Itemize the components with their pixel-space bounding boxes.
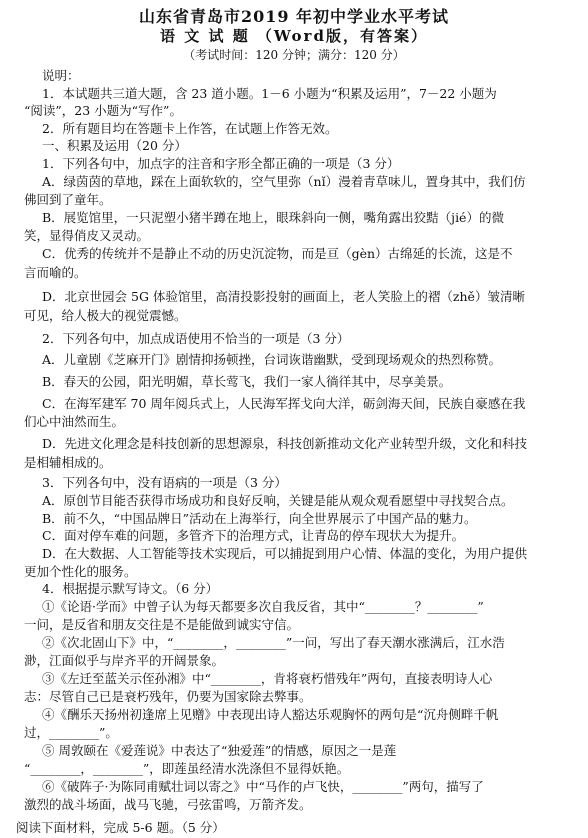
- q2-option-a: A．儿童剧《芝麻开门》剧情抑扬顿挫，台词诙谐幽默，受到现场观众的热烈称赞。: [42, 352, 502, 367]
- instruction-2: 2．所有题目均在答题卡上作答，在试题上作答无效。: [42, 121, 338, 136]
- q2-option-c-line-1: C．在海军建军 70 周年阅兵式上，人民海军挥戈向大洋，砺剑海天间，民族自豪感在我: [42, 396, 526, 411]
- q4-item-6-line-1: ⑥《破阵子·为陈同甫赋壮词以寄之》中“马作的卢飞快，________”两句，描写了: [42, 779, 484, 794]
- q2-option-c-line-2: 们心中油然而生。: [24, 414, 125, 429]
- q4-item-4-line-1: ④《酬乐天扬州初逢席上见赠》中表现出诗人豁达乐观胸怀的两句是“沉舟侧畔千帆: [42, 707, 499, 722]
- instruction-1-line-1: 1．本试题共三道大题，含 23 道小题。1－6 小题为“积累及运用”，7－22 小题为: [42, 86, 497, 101]
- q4-item-5-line-2: “________，________”，即莲虽经清水洗涤但不显得妖艳。: [24, 761, 350, 776]
- q4-item-2-line-1: ②《次北固山下》中，“________，________”一问，写出了春天潮水涨满后，江水浩: [42, 635, 505, 650]
- q1-option-d-line-2: 可见，给人极大的视觉震憾。: [24, 308, 187, 323]
- instructions-heading: 说明：: [42, 68, 80, 83]
- q1-stem: 1．下列各句中，加点字的注音和字形全都正确的一项是（3 分）: [42, 156, 400, 171]
- exam-subtitle: 语 文 试 题 （Word版，有答案）: [160, 27, 428, 45]
- q3-option-a: A．原创节目能否获得市场成功和良好反响，关键是能从观众观看愿望中寻找契合点。: [42, 493, 514, 508]
- q4-item-2-line-2: 渺，江面似乎与岸齐平的开阔景象。: [24, 653, 225, 668]
- q4-item-6-line-2: 激烈的战斗场面，战马飞驰，弓弦雷鸣，万箭齐发。: [24, 797, 312, 812]
- q4-item-1-line-2: 一问，是反省和朋友交往是不是能做到诚实守信。: [24, 617, 300, 632]
- q1-option-c-line-1: C．优秀的传统并不是静止不动的历史沉淀物，而是亘（gèn）古绵延的长流，这是不: [42, 246, 513, 261]
- q1-option-d-line-1: D．北京世园会 5G 体验馆里，高清投影投射的画面上，老人笑脸上的褶（zhě）皱清晰: [42, 289, 525, 304]
- q4-item-4-line-2: 过，________”。: [24, 725, 118, 740]
- q2-option-d-line-2: 是相辅相成的。: [24, 455, 112, 470]
- q2-option-d-line-1: D．先进文化理念是科技创新的思想源泉，科技创新推动文化产业转型升级，文化和科技: [42, 436, 528, 451]
- q2-stem: 2．下列各句中，加点成语使用不恰当的一项是（3 分）: [42, 331, 350, 346]
- q4-item-5-line-1: ⑤ 周敦颐在《爱莲说》中表达了“独爱莲”的情感，原因之一是莲: [42, 743, 397, 758]
- q2-option-b: B．春天的公园，阳光明媚，草长莺飞，我们一家人徜徉其中，尽享美景。: [42, 374, 452, 389]
- q1-option-a-line-2: 佛回到了童年。: [24, 192, 112, 207]
- q1-option-c-line-2: 言而喻的。: [24, 265, 87, 280]
- q3-option-d-line-2: 更加个性化的服务。: [24, 564, 137, 579]
- q1-option-b-line-2: 笑，显得俏皮又灵动。: [24, 228, 150, 243]
- q1-option-a-line-1: A．绿茵茵的草地，踩在上面软软的，空气里弥（nǐ）漫着青草味儿，置身其中，我们仿: [42, 174, 526, 189]
- instruction-1-line-2: “阅读”，23 小题为“写作”。: [24, 103, 182, 118]
- q3-option-c: C．面对停车难的问题，多管齐下的治理方式，让青岛的停车现状大为提升。: [42, 528, 465, 543]
- q4-stem: 4．根据提示默写诗文。（6 分）: [42, 581, 219, 596]
- q3-option-d-line-1: D．在大数据、人工智能等技术实现后，可以捕捉到用户心情、体温的变化，为用户提供: [42, 546, 528, 561]
- exam-title: 山东省青岛市2019 年初中学业水平考试: [138, 7, 450, 26]
- q1-option-b-line-1: B．展览馆里，一只泥塑小猪半蹲在地上，眼珠斜向一侧，嘴角露出狡黠（jié）的微: [42, 210, 504, 225]
- q4-item-3-line-2: 志：尽管自己已是衰朽残年，仍要为国家除去弊事。: [24, 689, 312, 704]
- q4-item-1-line-1: ①《论语·学而》中曾子认为每天都要多次自我反省，其中“________？________”: [42, 599, 484, 614]
- exam-meta: （考试时间：120 分钟；满分：120 分）: [183, 48, 405, 62]
- reading-stem: 阅读下面材料，完成 5-6 题。（5 分）: [16, 820, 225, 835]
- q3-option-b: B．前不久，“中国品牌日”活动在上海举行，向全世界展示了中国产品的魅力。: [42, 511, 477, 526]
- section-1-heading: 一、积累及运用（20 分）: [42, 138, 187, 153]
- q3-stem: 3．下列各句中，没有语病的一项是（3 分）: [42, 475, 287, 490]
- q4-item-3-line-1: ③《左迁至蓝关示侄孙湘》中“________，肯将衰朽惜残年”两句，直接表明诗人心: [42, 671, 493, 686]
